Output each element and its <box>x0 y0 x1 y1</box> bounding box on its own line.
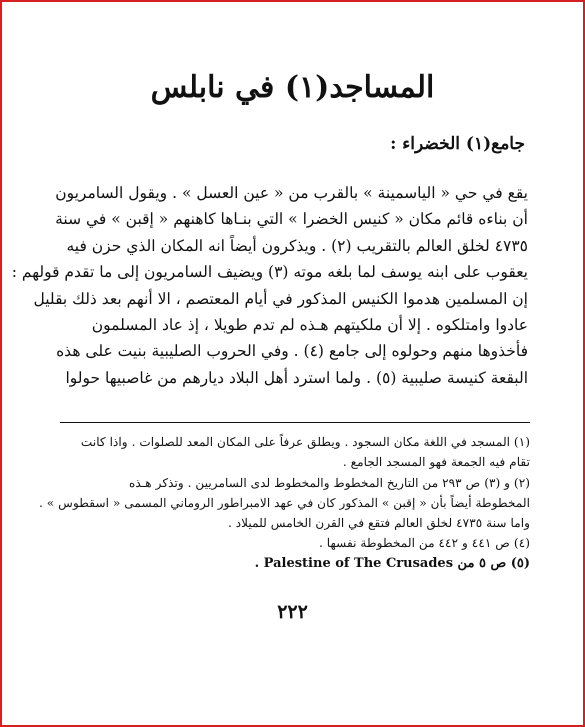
footnote-line: (٥) ص ٥ من Palestine of The Crusades . <box>254 555 530 571</box>
page-title: المساجد(١) في نابلس <box>150 70 435 105</box>
section-heading: جامع(١) الخضراء : <box>390 134 525 154</box>
body-line: أن بناءه قائم مكان « كنيس الخضرا » التي بنـاها كاهنهم « إقبن » في سنة <box>55 210 528 229</box>
footnote-line: (٢) و (٣) ص ٢٩٣ من التاريخ المخطوط والمخطوط لدى السامريين . وتذكر هـذه <box>128 475 530 490</box>
body-line: عادوا وامتلكوه . إلا أن ملكيتهم هـذه لم تدم طويلا ، إذ عاد المسلمون <box>91 315 528 334</box>
body-line: فأخذوها منهم وحولوه إلى جامع (٤) . وفي الحروب الصليبية بنيت على هذه <box>56 342 528 361</box>
footnotes <box>39 432 530 574</box>
footnote-divider <box>60 422 530 423</box>
body-line: إن المسلمين هدموا الكنيس المذكور في أيام المعتصم ، الا أنهم بعد ذلك بقليل <box>33 289 528 308</box>
body-paragraph <box>11 180 528 391</box>
body-line: ٤٧٣٥ لخلق العالم بالتقريب (٢) . ويذكرون أيضاً انه المكان الذي حزن فيه <box>66 236 528 255</box>
body-line: يقع في حي « الياسمينة » بالقرب من « عين العسل » . ويقول السامريون <box>55 184 528 202</box>
footnote-line: واما سنة ٤٧٣٥ لخلق العالم فتقع في القرن الخامس للميلاد . <box>227 516 530 531</box>
page-number: ٢٢٢ <box>277 601 308 623</box>
body-line: البقعة كنيسة صليبية (٥) . ولما استرد أهل البلاد ديارهم من غاصبيها حولوا <box>65 368 528 387</box>
footnote-line: المخطوطة أيضاً بأن « إقبن » المذكور كان في عهد الامبراطور الروماني المسمى « اسقطوس » . <box>39 495 530 510</box>
body-line: يعقوب على ابنه يوسف لما بلغه موته (٣) ويضيف السامريون إلى ما تقدم قولهم : <box>11 263 528 282</box>
footnote-line: (١) المسجد في اللغة مكان السجود . ويطلق عرفاً على المكان المعد للصلوات . واذا كانت <box>80 435 530 449</box>
footnote-line: (٤) ص ٤٤١ و ٤٤٢ من المخطوطة نفسها . <box>319 536 530 551</box>
footnote-line: تقام فيه الجمعة فهو المسجد الجامع . <box>342 455 530 470</box>
